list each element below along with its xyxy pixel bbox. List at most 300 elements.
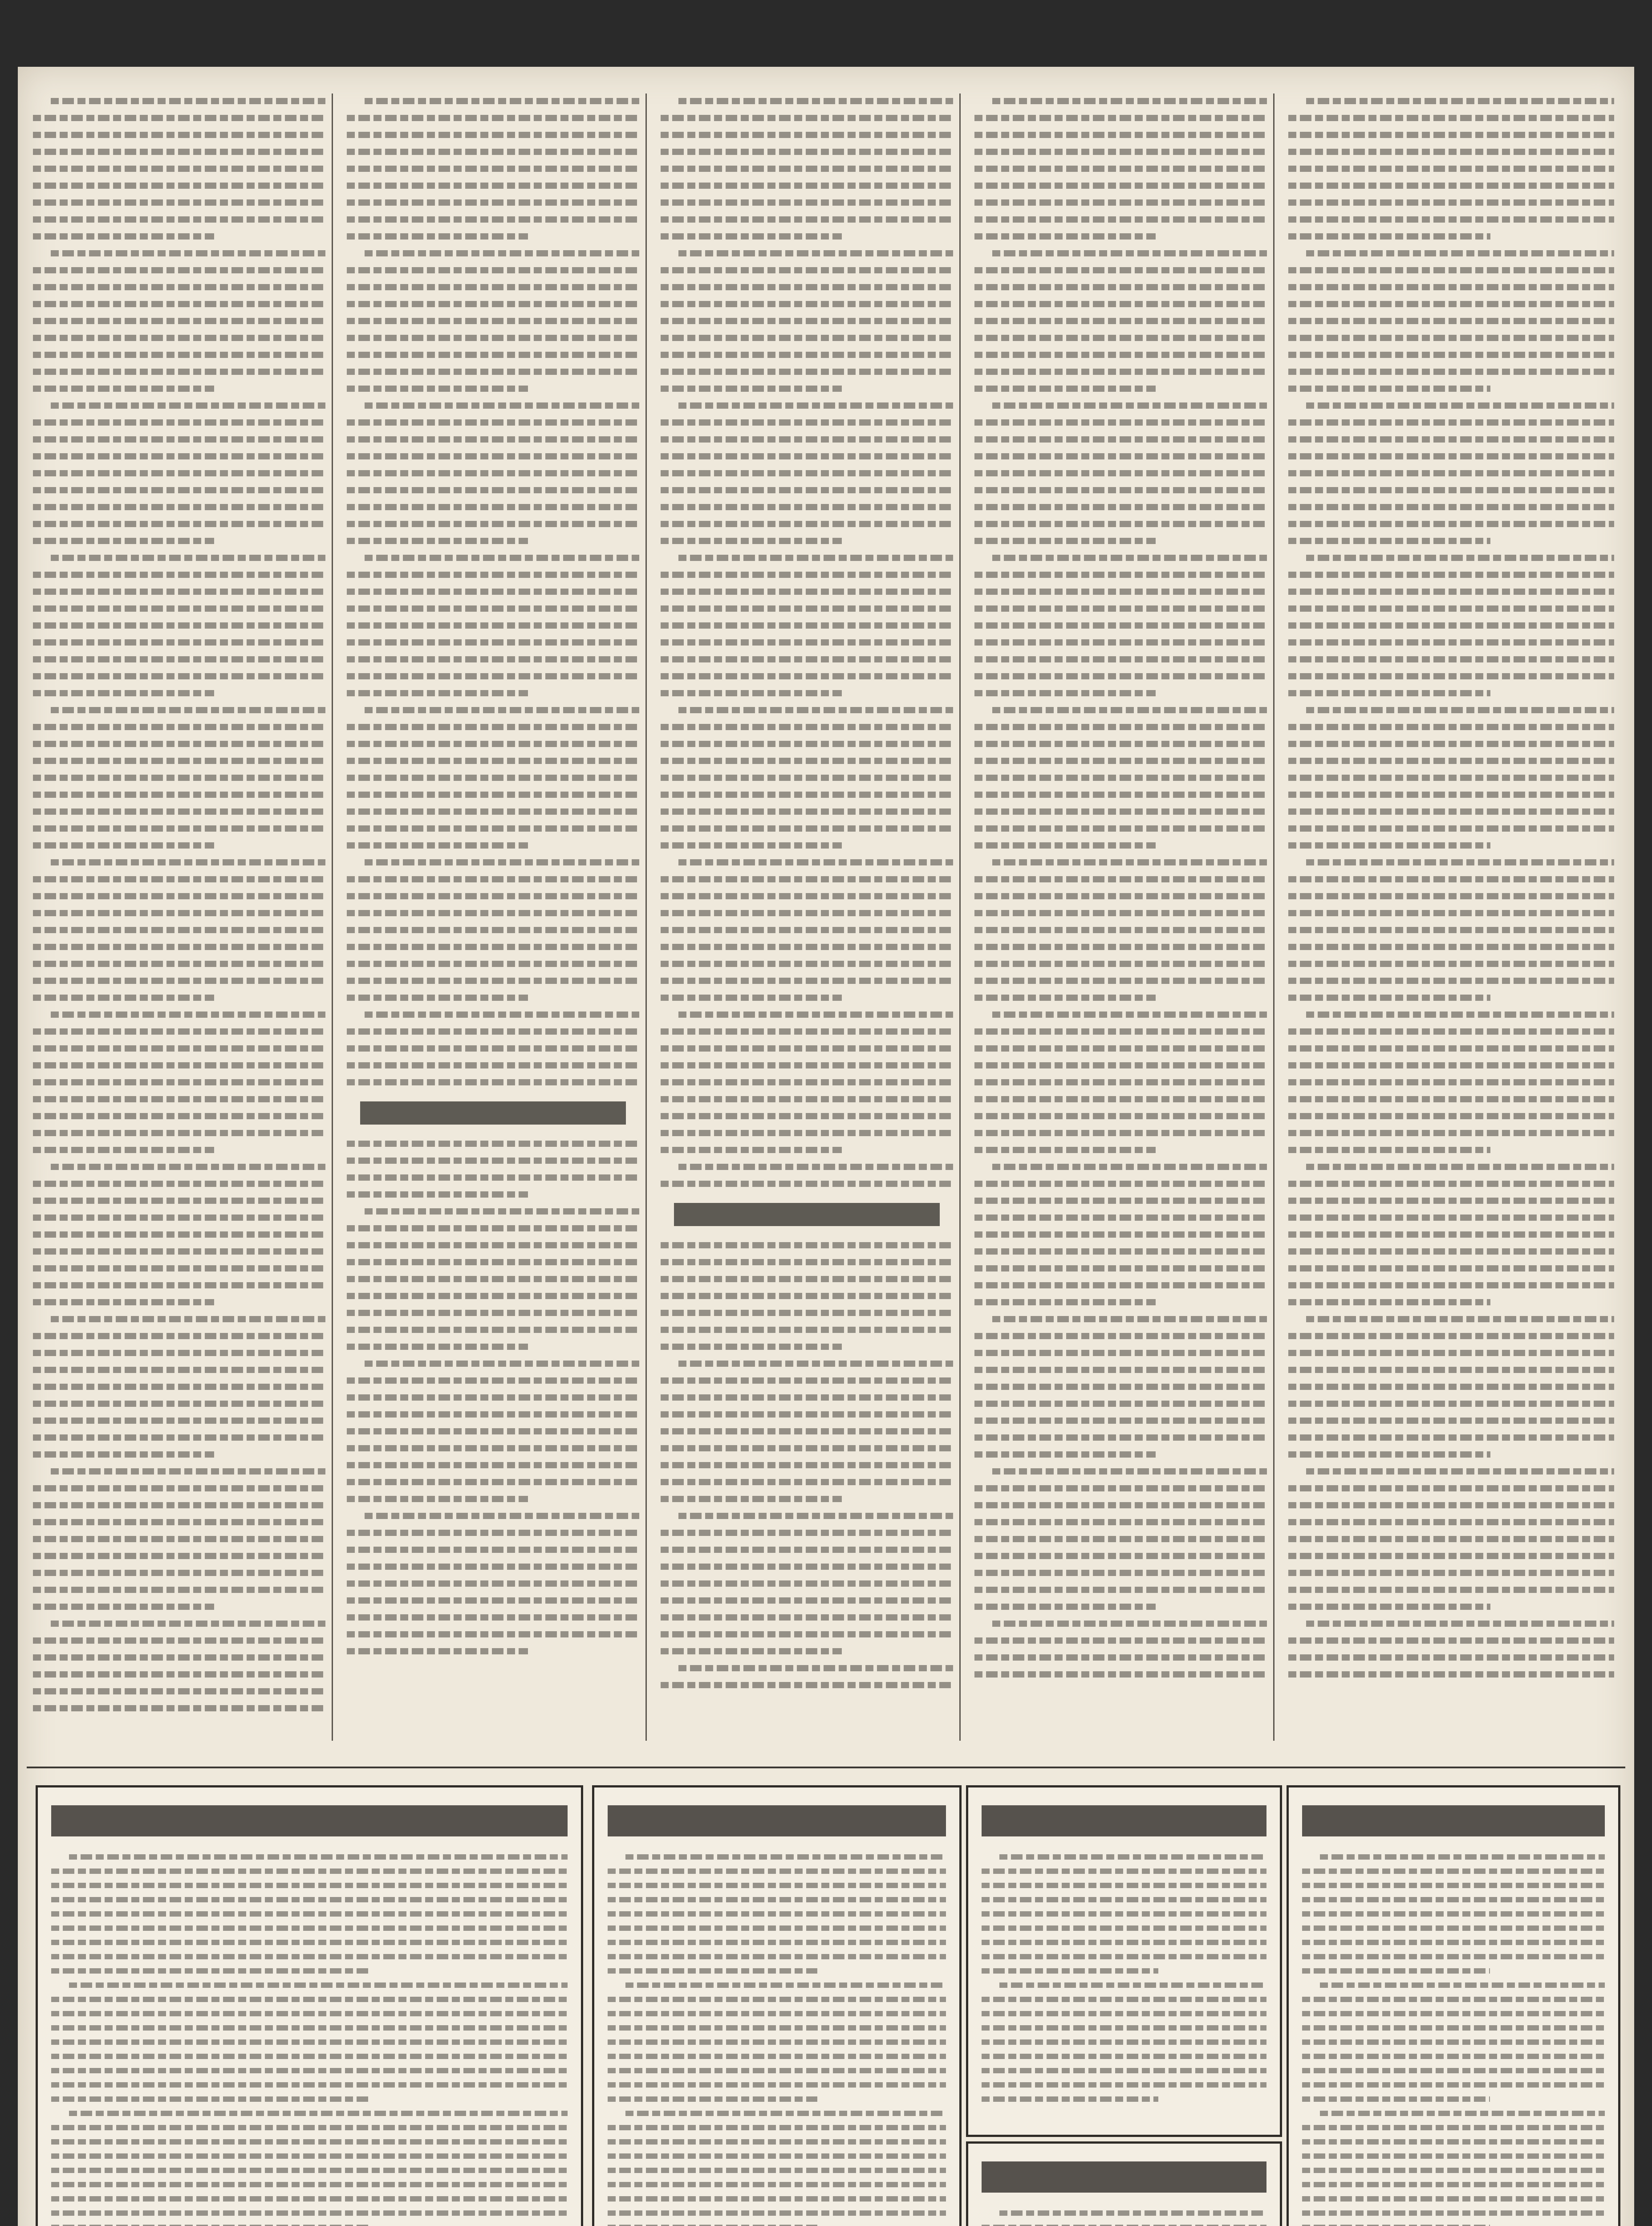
text-line <box>33 1215 325 1221</box>
text-line <box>1288 792 1614 798</box>
text-line <box>1288 453 1614 459</box>
text-line <box>608 2096 817 2102</box>
text-line <box>33 724 325 730</box>
text-line <box>661 1479 953 1485</box>
text-line <box>608 1869 946 1874</box>
text-line <box>347 284 639 290</box>
text-line <box>347 369 639 375</box>
text-line <box>33 673 325 679</box>
column-1 <box>27 93 333 1741</box>
text-line <box>1288 352 1614 358</box>
text-line <box>347 1259 639 1265</box>
text-line <box>347 1394 639 1401</box>
text-line <box>974 961 1267 967</box>
text-line <box>661 1062 953 1068</box>
text-line <box>347 1580 639 1587</box>
text-line <box>1320 2111 1605 2116</box>
text-line <box>608 2168 946 2173</box>
text-line <box>1288 1637 1614 1644</box>
text-line <box>1288 1130 1614 1136</box>
text-line <box>365 1361 639 1367</box>
text-line <box>661 1079 953 1085</box>
text-line <box>974 1434 1267 1441</box>
text-line <box>347 352 639 358</box>
text-line <box>1306 250 1614 256</box>
text-line <box>661 1276 953 1282</box>
text-line <box>982 1925 1266 1931</box>
text-line <box>33 1418 325 1424</box>
text-line <box>1288 1485 1614 1491</box>
text-line <box>608 2025 946 2031</box>
text-line <box>661 656 953 662</box>
text-line <box>1306 707 1614 713</box>
text-line <box>347 1344 528 1350</box>
text-line <box>347 183 639 189</box>
text-line <box>608 2054 946 2059</box>
text-line <box>1288 572 1614 578</box>
text-line <box>974 995 1156 1001</box>
text-line <box>608 2068 946 2073</box>
text-line <box>1302 2139 1605 2145</box>
text-line <box>347 825 639 832</box>
text-line <box>347 1062 639 1068</box>
text-line <box>1288 1282 1614 1288</box>
text-line <box>661 1597 953 1604</box>
text-line <box>661 1496 842 1502</box>
text-line <box>1288 893 1614 899</box>
text-line <box>51 2168 568 2173</box>
text-line <box>661 1293 953 1299</box>
text-line <box>1288 233 1490 240</box>
text-line <box>678 1164 953 1170</box>
text-line <box>625 1854 946 1860</box>
text-line <box>1288 1028 1614 1035</box>
text-line <box>974 521 1267 527</box>
text-line <box>982 2096 1158 2102</box>
text-line <box>1288 521 1614 527</box>
text-line <box>661 673 953 679</box>
text-line <box>974 1299 1156 1305</box>
text-line <box>69 2111 568 2116</box>
text-line <box>608 1997 946 2002</box>
text-line <box>625 2111 946 2116</box>
text-line <box>999 1982 1266 1988</box>
text-line <box>1288 538 1490 544</box>
text-line <box>347 927 639 933</box>
text-line <box>347 149 639 155</box>
text-line <box>1288 944 1614 950</box>
text-line <box>661 1564 953 1570</box>
text-line <box>1288 1181 1614 1187</box>
text-line <box>974 1587 1267 1593</box>
text-line <box>661 690 842 696</box>
text-line <box>982 1869 1266 1874</box>
text-line <box>1306 1621 1614 1627</box>
column-4-text <box>974 98 1267 1736</box>
text-line <box>33 1130 325 1136</box>
text-line <box>347 267 639 273</box>
text-line <box>33 690 214 696</box>
text-line <box>347 1496 528 1502</box>
text-line <box>661 1530 953 1536</box>
text-line <box>347 876 639 882</box>
text-line <box>974 1604 1156 1610</box>
text-line <box>661 1327 953 1333</box>
text-line <box>1288 1587 1614 1593</box>
text-line <box>33 572 325 578</box>
text-line <box>661 1181 953 1187</box>
text-line <box>1288 1231 1614 1238</box>
text-line <box>51 1621 325 1627</box>
text-line <box>33 1384 325 1390</box>
text-line <box>51 2153 568 2159</box>
text-line <box>51 2011 568 2016</box>
text-line <box>33 995 214 1001</box>
text-line <box>974 808 1267 815</box>
text-line <box>661 267 953 273</box>
text-line <box>1288 1215 1614 1221</box>
text-line <box>33 369 325 375</box>
text-line <box>661 1130 953 1136</box>
text-line <box>51 1997 568 2002</box>
text-line <box>347 1191 528 1198</box>
text-line <box>347 453 639 459</box>
text-line <box>1288 927 1614 933</box>
text-line <box>347 1597 639 1604</box>
text-line <box>974 470 1267 476</box>
text-line <box>51 1869 568 1874</box>
text-line <box>982 2011 1266 2016</box>
text-line <box>974 1079 1267 1085</box>
text-line <box>661 1631 953 1637</box>
text-line <box>347 538 528 544</box>
text-line <box>1288 1113 1614 1119</box>
text-line <box>661 1682 953 1688</box>
text-line <box>982 1940 1266 1945</box>
text-line <box>33 301 325 307</box>
text-line <box>1288 589 1614 595</box>
text-line <box>33 758 325 764</box>
text-line <box>982 1997 1266 2002</box>
text-line <box>1288 808 1614 815</box>
text-line <box>1288 758 1614 764</box>
text-line <box>347 1293 639 1299</box>
text-line <box>33 927 325 933</box>
text-line <box>661 622 953 629</box>
text-line <box>974 656 1267 662</box>
text-line <box>33 589 325 595</box>
text-line <box>1302 2125 1605 2130</box>
text-line <box>974 1637 1267 1644</box>
text-line <box>1302 2096 1490 2102</box>
text-line <box>347 1377 639 1384</box>
text-line <box>661 639 953 646</box>
text-line <box>33 808 325 815</box>
text-line <box>974 1451 1156 1458</box>
text-line <box>33 115 325 121</box>
text-line <box>347 639 639 646</box>
text-line <box>974 673 1267 679</box>
text-line <box>347 1462 639 1468</box>
text-line <box>51 1468 325 1475</box>
text-line <box>347 166 639 172</box>
text-line <box>608 1925 946 1931</box>
text-line <box>1288 1079 1614 1085</box>
text-line <box>33 352 325 358</box>
text-line <box>661 487 953 493</box>
text-line <box>347 1158 639 1164</box>
text-line <box>1288 1045 1614 1052</box>
text-line <box>1288 1604 1490 1610</box>
text-line <box>1288 1367 1614 1373</box>
text-line <box>661 1394 953 1401</box>
text-line <box>974 1096 1267 1102</box>
text-line <box>974 1062 1267 1068</box>
advertisement-text <box>608 1854 946 2226</box>
text-line <box>1306 1468 1614 1475</box>
text-line <box>661 1344 842 1350</box>
text-line <box>608 1968 817 1974</box>
text-line <box>1288 1536 1614 1542</box>
text-line <box>33 1045 325 1052</box>
text-line <box>33 775 325 781</box>
section-headline <box>360 1101 626 1125</box>
text-line <box>974 1265 1267 1271</box>
text-line <box>1288 1451 1490 1458</box>
text-line <box>33 1299 214 1305</box>
text-line <box>51 402 325 409</box>
text-line <box>33 453 325 459</box>
text-line <box>974 115 1267 121</box>
text-line <box>661 741 953 747</box>
text-line <box>51 1940 568 1945</box>
text-line <box>974 1113 1267 1119</box>
text-line <box>33 436 325 443</box>
text-line <box>1302 2210 1605 2216</box>
text-line <box>661 538 842 544</box>
text-line <box>1302 1869 1605 1874</box>
text-line <box>347 572 639 578</box>
text-line <box>678 859 953 865</box>
text-line <box>33 1570 325 1576</box>
text-line <box>678 1665 953 1671</box>
text-line <box>1302 2196 1605 2202</box>
column-1-text <box>33 98 325 1736</box>
text-line <box>347 605 639 612</box>
text-line <box>661 132 953 138</box>
text-line <box>1288 910 1614 916</box>
text-line <box>1302 2082 1605 2088</box>
text-line <box>347 1547 639 1553</box>
text-line <box>661 1310 953 1316</box>
text-line <box>365 98 639 104</box>
text-line <box>365 402 639 409</box>
text-line <box>347 318 639 324</box>
text-line <box>1288 673 1614 679</box>
text-line <box>661 724 953 730</box>
text-line <box>347 521 639 527</box>
text-line <box>1288 1519 1614 1525</box>
text-line <box>1288 335 1614 341</box>
text-line <box>51 2196 568 2202</box>
text-line <box>33 1485 325 1491</box>
text-line <box>974 1502 1267 1508</box>
text-line <box>347 656 639 662</box>
text-line <box>661 1045 953 1052</box>
text-line <box>1306 402 1614 409</box>
text-line <box>974 284 1267 290</box>
text-line <box>51 555 325 561</box>
text-line <box>661 893 953 899</box>
text-line <box>1288 1671 1614 1678</box>
text-line <box>347 1564 639 1570</box>
text-line <box>974 1536 1267 1542</box>
text-line <box>1302 2168 1605 2173</box>
text-line <box>1302 1925 1605 1931</box>
text-line <box>347 622 639 629</box>
text-line <box>1288 504 1614 510</box>
text-line <box>1306 859 1614 865</box>
text-line <box>974 1130 1267 1136</box>
text-line <box>974 504 1267 510</box>
text-line <box>608 1911 946 1917</box>
text-line <box>1288 369 1614 375</box>
text-line <box>51 707 325 713</box>
text-line <box>992 402 1267 409</box>
text-line <box>365 859 639 865</box>
text-line <box>1288 199 1614 206</box>
text-line <box>33 741 325 747</box>
text-line <box>51 250 325 256</box>
text-line <box>974 216 1267 223</box>
text-line <box>661 386 842 392</box>
text-line <box>1288 386 1490 392</box>
text-line <box>982 1968 1158 1974</box>
text-line <box>1288 166 1614 172</box>
text-line <box>51 1011 325 1018</box>
text-line <box>51 2125 568 2130</box>
text-line <box>51 1316 325 1322</box>
text-line <box>661 1242 953 1248</box>
text-line <box>661 436 953 443</box>
text-line <box>974 1350 1267 1356</box>
text-line <box>347 1648 528 1654</box>
text-line <box>51 1897 568 1902</box>
text-line <box>974 1198 1267 1204</box>
text-line <box>33 1604 214 1610</box>
text-line <box>33 521 325 527</box>
text-line <box>347 115 639 121</box>
text-line <box>974 1282 1267 1288</box>
column-4 <box>968 93 1275 1741</box>
text-line <box>661 318 953 324</box>
text-line <box>51 98 325 104</box>
text-line <box>982 2054 1266 2059</box>
text-line <box>982 2082 1266 2088</box>
text-line <box>347 1614 639 1621</box>
text-line <box>1288 825 1614 832</box>
text-line <box>1288 318 1614 324</box>
text-line <box>974 301 1267 307</box>
text-line <box>1288 1265 1614 1271</box>
text-line <box>974 1401 1267 1407</box>
text-line <box>1302 2025 1605 2031</box>
text-line <box>51 2068 568 2073</box>
text-line <box>347 893 639 899</box>
text-line <box>1288 842 1490 849</box>
text-line <box>1288 1502 1614 1508</box>
text-line <box>1302 2011 1605 2016</box>
text-line <box>661 572 953 578</box>
text-line <box>974 453 1267 459</box>
text-line <box>661 199 953 206</box>
text-line <box>347 758 639 764</box>
text-line <box>992 250 1267 256</box>
text-line <box>999 2210 1266 2216</box>
text-line <box>33 825 325 832</box>
text-line <box>1288 1248 1614 1255</box>
text-line <box>51 2139 568 2145</box>
text-line <box>974 741 1267 747</box>
text-line <box>661 995 842 1001</box>
text-line <box>974 1333 1267 1339</box>
text-line <box>33 284 325 290</box>
text-line <box>347 775 639 781</box>
text-line <box>1288 1418 1614 1424</box>
text-line <box>661 1411 953 1418</box>
text-line <box>33 1587 325 1593</box>
text-line <box>974 876 1267 882</box>
advertisement-heading <box>51 1805 568 1836</box>
text-line <box>661 301 953 307</box>
text-line <box>33 1181 325 1187</box>
text-line <box>992 1011 1267 1018</box>
text-line <box>51 2096 371 2102</box>
text-line <box>33 1553 325 1559</box>
text-line <box>982 2039 1266 2045</box>
text-line <box>51 1164 325 1170</box>
text-line <box>365 1208 639 1215</box>
text-line <box>608 2196 946 2202</box>
text-line <box>1288 1654 1614 1661</box>
text-line <box>1288 1299 1490 1305</box>
newspaper-page <box>18 67 1634 2226</box>
text-line <box>974 132 1267 138</box>
text-line <box>33 149 325 155</box>
text-line <box>608 2210 946 2216</box>
text-line <box>347 961 639 967</box>
text-line <box>1288 1062 1614 1068</box>
text-line <box>347 792 639 798</box>
text-line <box>661 978 953 984</box>
text-line <box>1288 741 1614 747</box>
advertisement-heading <box>1302 1805 1605 1836</box>
text-line <box>974 183 1267 189</box>
text-line <box>992 98 1267 104</box>
text-line <box>625 1982 946 1988</box>
text-line <box>661 453 953 459</box>
text-line <box>974 436 1267 443</box>
text-line <box>33 419 325 426</box>
text-line <box>608 2139 946 2145</box>
text-line <box>1288 115 1614 121</box>
text-line <box>661 910 953 916</box>
text-line <box>347 1045 639 1052</box>
text-line <box>661 1580 953 1587</box>
text-line <box>33 470 325 476</box>
text-line <box>33 1198 325 1204</box>
text-line <box>1288 724 1614 730</box>
